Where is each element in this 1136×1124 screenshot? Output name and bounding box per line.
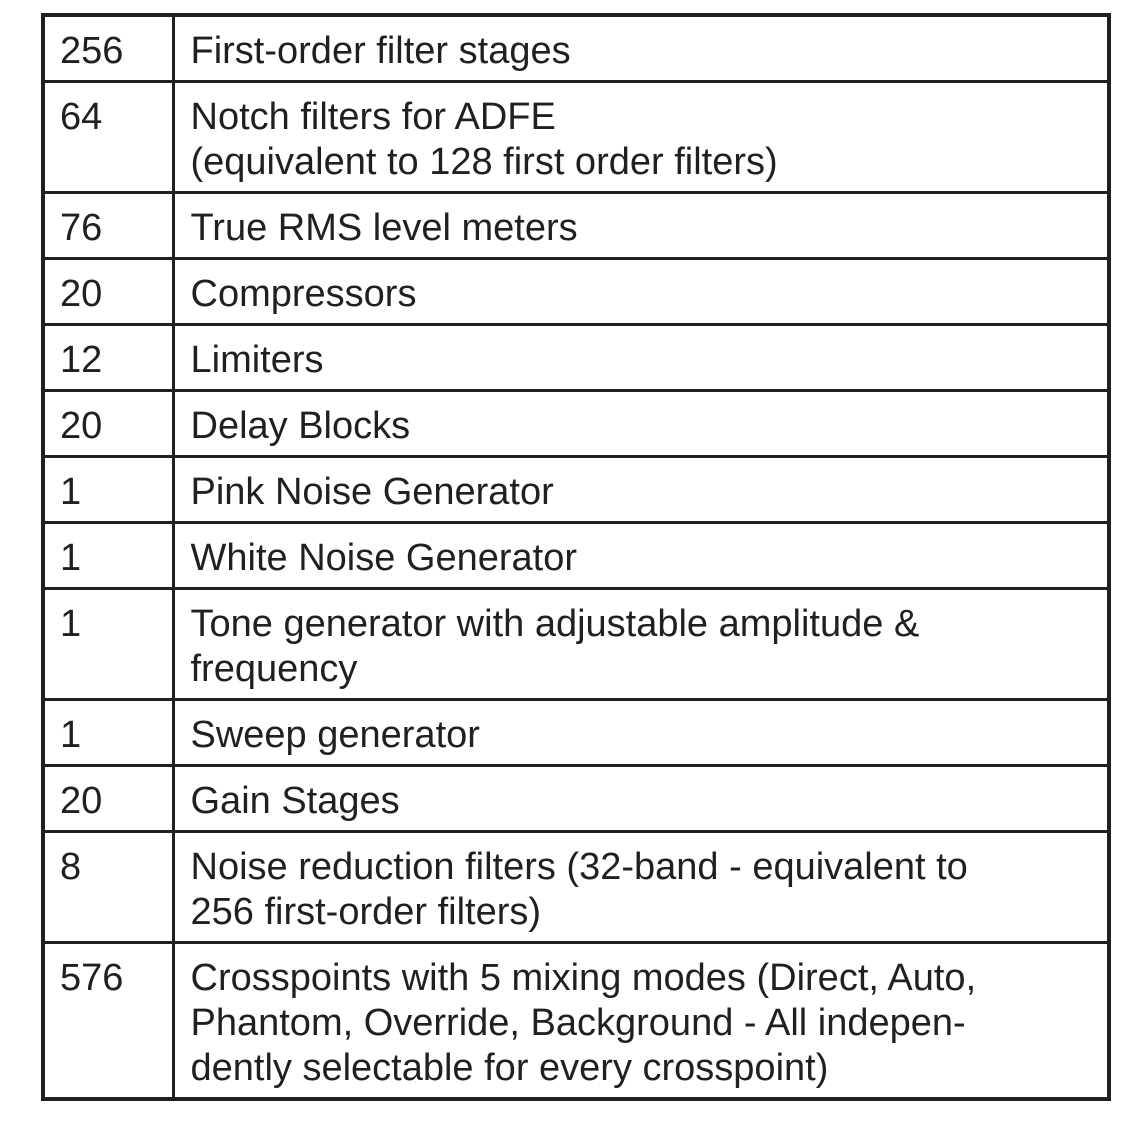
description-cell <box>173 15 1109 82</box>
description-line: (equivalent to 128 first order filters) <box>190 141 778 183</box>
table-row <box>43 832 1109 943</box>
description-cell <box>173 259 1109 325</box>
description-cell <box>173 523 1109 589</box>
quantity-cell: 8 <box>43 832 173 943</box>
quantity-cell: 12 <box>43 325 173 391</box>
quantity-cell: 1 <box>43 589 173 700</box>
table-row <box>43 82 1109 193</box>
description-line: Delay Blocks <box>190 405 411 447</box>
quantity-cell: 256 <box>43 15 173 82</box>
description-line: Gain Stages <box>190 780 400 822</box>
table-row <box>43 523 1109 589</box>
table-row <box>43 259 1109 325</box>
table-row <box>43 457 1109 523</box>
table-row <box>43 15 1109 82</box>
description-line: Tone generator with adjustable amplitude & <box>190 603 920 645</box>
description-line: White Noise Generator <box>190 537 577 579</box>
description-cell <box>173 943 1109 1100</box>
description-cell <box>173 193 1109 259</box>
description-line: Crosspoints with 5 mixing modes (Direct, Auto, <box>190 957 977 999</box>
quantity-cell: 64 <box>43 82 173 193</box>
quantity-cell: 20 <box>43 766 173 832</box>
description-line: 256 first-order filters) <box>190 891 542 933</box>
table-row <box>43 589 1109 700</box>
table-row <box>43 766 1109 832</box>
quantity-cell: 20 <box>43 259 173 325</box>
description-line: dently selectable for every crosspoint) <box>190 1047 829 1089</box>
description-cell <box>173 325 1109 391</box>
table-row <box>43 700 1109 766</box>
quantity-cell: 1 <box>43 523 173 589</box>
spec-table <box>41 13 1111 1101</box>
description-line: First-order filter stages <box>190 30 571 72</box>
description-line: Pink Noise Generator <box>190 471 554 513</box>
quantity-cell: 1 <box>43 457 173 523</box>
description-cell <box>173 82 1109 193</box>
description-cell <box>173 766 1109 832</box>
table-row <box>43 325 1109 391</box>
description-line: Limiters <box>190 339 324 381</box>
table-row <box>43 943 1109 1100</box>
quantity-cell: 1 <box>43 700 173 766</box>
spec-table-body <box>43 15 1109 1099</box>
table-row <box>43 391 1109 457</box>
description-line: Compressors <box>190 273 417 315</box>
quantity-cell: 576 <box>43 943 173 1100</box>
description-line: Phantom, Override, Background - All indepen- <box>190 1002 966 1044</box>
description-cell <box>173 589 1109 700</box>
description-line: Sweep generator <box>190 714 480 756</box>
description-cell <box>173 391 1109 457</box>
description-cell <box>173 832 1109 943</box>
quantity-cell: 76 <box>43 193 173 259</box>
description-line: frequency <box>190 648 358 690</box>
table-row <box>43 193 1109 259</box>
description-cell <box>173 457 1109 523</box>
description-line: Noise reduction filters (32-band - equivalent to <box>190 846 968 888</box>
quantity-cell: 20 <box>43 391 173 457</box>
description-cell <box>173 700 1109 766</box>
description-line: True RMS level meters <box>190 207 578 249</box>
description-line: Notch filters for ADFE <box>190 96 556 138</box>
